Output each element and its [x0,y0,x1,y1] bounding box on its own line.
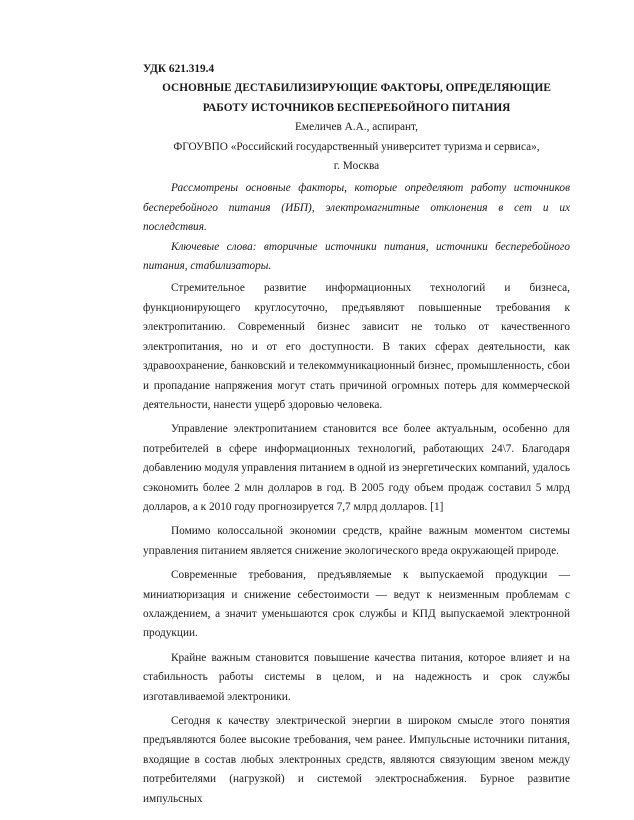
abstract: Рассмотрены основные факторы, которые определяют работу источников бесперебойного питания (ИБП), электромагнитные отклонения в сет и их последствия. [143,182,570,234]
paper-title-line-1: ОСНОВНЫЕ ДЕСТАБИЛИЗИРУЮЩИЕ ФАКТОРЫ, ОПРЕДЕЛЯЮЩИЕ [162,82,551,95]
body-paragraph-5: Крайне важным становится повышение качества питания, которое влияет и на стабильность работы системы в целом, и на надежность и срок службы изготавливаемой электроники. [143,651,570,703]
city: г. Москва [333,160,380,173]
affiliation: ФГОУВПО «Российский государственный университет туризма и сервиса», [173,140,540,153]
udk-code: УДК 621.319.4 [143,63,215,75]
body-paragraph-4: Современные требования, предъявляемые к выпускаемой продукции — миниатюризация и снижение себестоимости — ведут к неизменным проблемам с охлаждением, а значит уменьшаются срок службы и КПД выпускаемой электронной продукции. [143,569,570,640]
paper-page [143,60,570,809]
author: Емеличев А.А., аспирант, [295,121,418,134]
body-paragraph-3: Помимо колоссальной экономии средств, крайне важным моментом системы управления питанием является снижение экологического вреда окружающей природе. [143,525,570,557]
body-paragraph-6: Сегодня к качеству электрической энергии в широком смысле этого понятия предъявляются более высокие требования, чем ранее. Импульсные источники питания, входящие в состав любых электронных средств, являются связующим звеном между потребителями (нагрузкой) и системой электроснабжения. Бурное развитие импульсных [143,715,570,805]
keywords: Ключевые слова: вторичные источники питания, источники бесперебойного питания, стабилизаторы. [143,240,570,273]
paper-title [143,79,570,118]
body-paragraph-1: Стремительное развитие информационных технологий и бизнеса, функционирующего круглосуточно, предъявляют повышенные требования к электропитанию. Современный бизнес зависит не только от качественного электропитания, но и от его доступности. В таких сферах деятельности, как здравоохранение, банковский и телекоммуникационный бизнес, промышленность, сбои и пропадание напряжения могут стать причиной огромных потерь для коммерческой деятельности, нанести ущерб здоровью человека. [143,282,570,411]
paper-title-line-2: РАБОТУ ИСТОЧНИКОВ БЕСПЕРЕБОЙНОГО ПИТАНИЯ [202,101,511,114]
body-paragraph-2: Управление электропитанием становится все более актуальным, особенно для потребителей в сфере информационных технологий, работающих 24\7. Благодаря добавлению модуля управления питанием в одной из энергетических компаний, удалось сэкономить более 2 млн долларов в год. В 2005 году объем продаж составил 5 млрд долларов, а к 2010 году прогнозируется 7,7 млрд долларов. [1] [143,423,570,513]
